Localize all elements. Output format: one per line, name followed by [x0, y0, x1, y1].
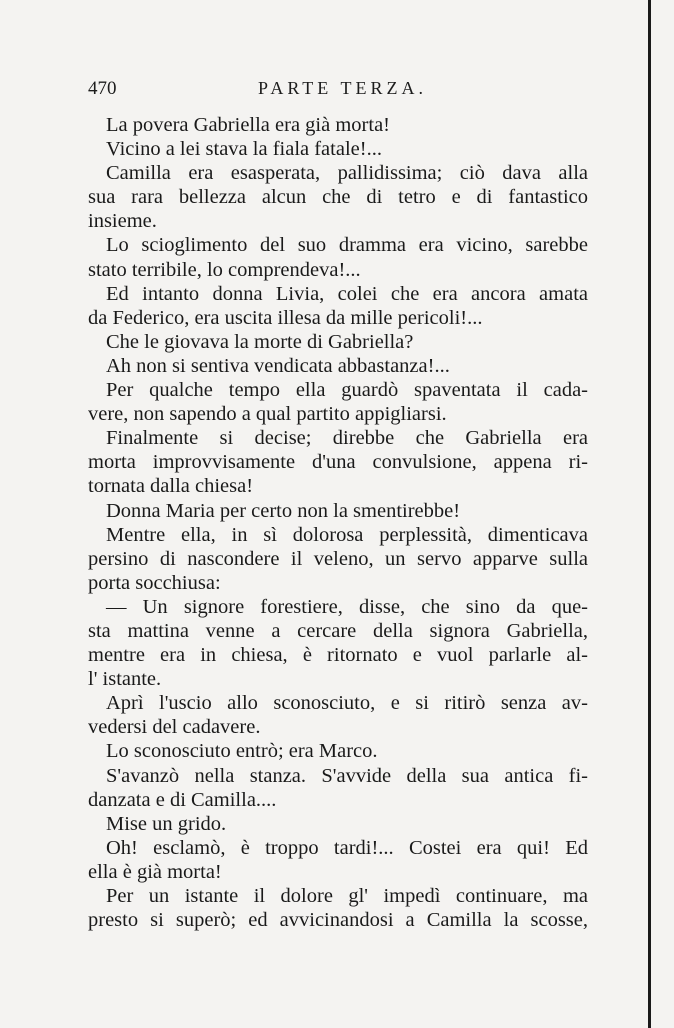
- text-line: Ed intanto donna Livia, colei che era ancora amata: [106, 282, 588, 305]
- text-line: vere, non sapendo a qual partito appigliarsi.: [88, 403, 447, 426]
- text-line: insieme.: [88, 210, 157, 233]
- page-number: 470: [88, 78, 117, 99]
- text-line: Mise un grido.: [106, 812, 227, 835]
- text-line: Oh! esclamò, è troppo tardi!... Costei era qui! Ed: [106, 836, 588, 859]
- text-line: da Federico, era uscita illesa da mille pericoli!...: [88, 306, 483, 329]
- text-line: ella è già morta!: [88, 860, 222, 883]
- text-line: Lo scioglimento del suo dramma era vicino, sarebbe: [106, 234, 588, 257]
- text-line: sta mattina venne a cercare della signora Gabriella,: [88, 619, 588, 642]
- text-line: Ah non si sentiva vendicata abbastanza!...: [106, 354, 450, 377]
- text-line: persino di nascondere il veleno, un servo apparve sulla: [88, 547, 588, 570]
- text-line: morta improvvisamente d'una convulsione, appena ri-: [88, 451, 588, 474]
- text-line: danzata e di Camilla....: [88, 788, 277, 811]
- text-line: Lo sconosciuto entrò; era Marco.: [106, 740, 378, 763]
- text-line: porta socchiusa:: [88, 571, 221, 594]
- text-line: Che le giovava la morte di Gabriella?: [106, 330, 414, 353]
- page-edge-rule: [648, 0, 651, 1028]
- text-line: Per qualche tempo ella guardò spaventata il cada-: [106, 379, 588, 402]
- text-line: Vicino a lei stava la fiala fatale!...: [106, 138, 382, 161]
- text-line: sua rara bellezza alcun che di tetro e di fantastico: [88, 186, 588, 209]
- text-line: tornata dalla chiesa!: [88, 475, 254, 498]
- text-line: Mentre ella, in sì dolorosa perplessità, dimenticava: [106, 523, 588, 546]
- body-text: [88, 113, 588, 932]
- page-header: [88, 78, 588, 104]
- text-line: mentre era in chiesa, è ritornato e vuol parlarle al-: [88, 644, 588, 667]
- text-line: presto si superò; ed avvicinandosi a Camilla la scosse,: [88, 909, 588, 932]
- text-line: stato terribile, lo comprendeva!...: [88, 258, 361, 281]
- text-line: Camilla era esasperata, pallidissima; ciò dava alla: [106, 162, 588, 185]
- text-line: La povera Gabriella era già morta!: [106, 114, 390, 136]
- text-line: Donna Maria per certo non la smentirebbe!: [106, 499, 461, 522]
- text-line: Per un istante il dolore gl' impedì continuare, ma: [106, 885, 588, 907]
- text-line: Finalmente si decise; direbbe che Gabriella era: [106, 427, 588, 450]
- text-line: l' istante.: [88, 668, 162, 691]
- running-title: PARTE TERZA.: [258, 78, 427, 98]
- text-line: S'avanzò nella stanza. S'avvide della sua antica fi-: [106, 764, 588, 787]
- text-line: Aprì l'uscio allo sconosciuto, e si ritirò senza av-: [106, 692, 588, 715]
- text-line: vedersi del cadavere.: [88, 716, 261, 739]
- text-line: — Un signore forestiere, disse, che sino da que-: [106, 595, 588, 618]
